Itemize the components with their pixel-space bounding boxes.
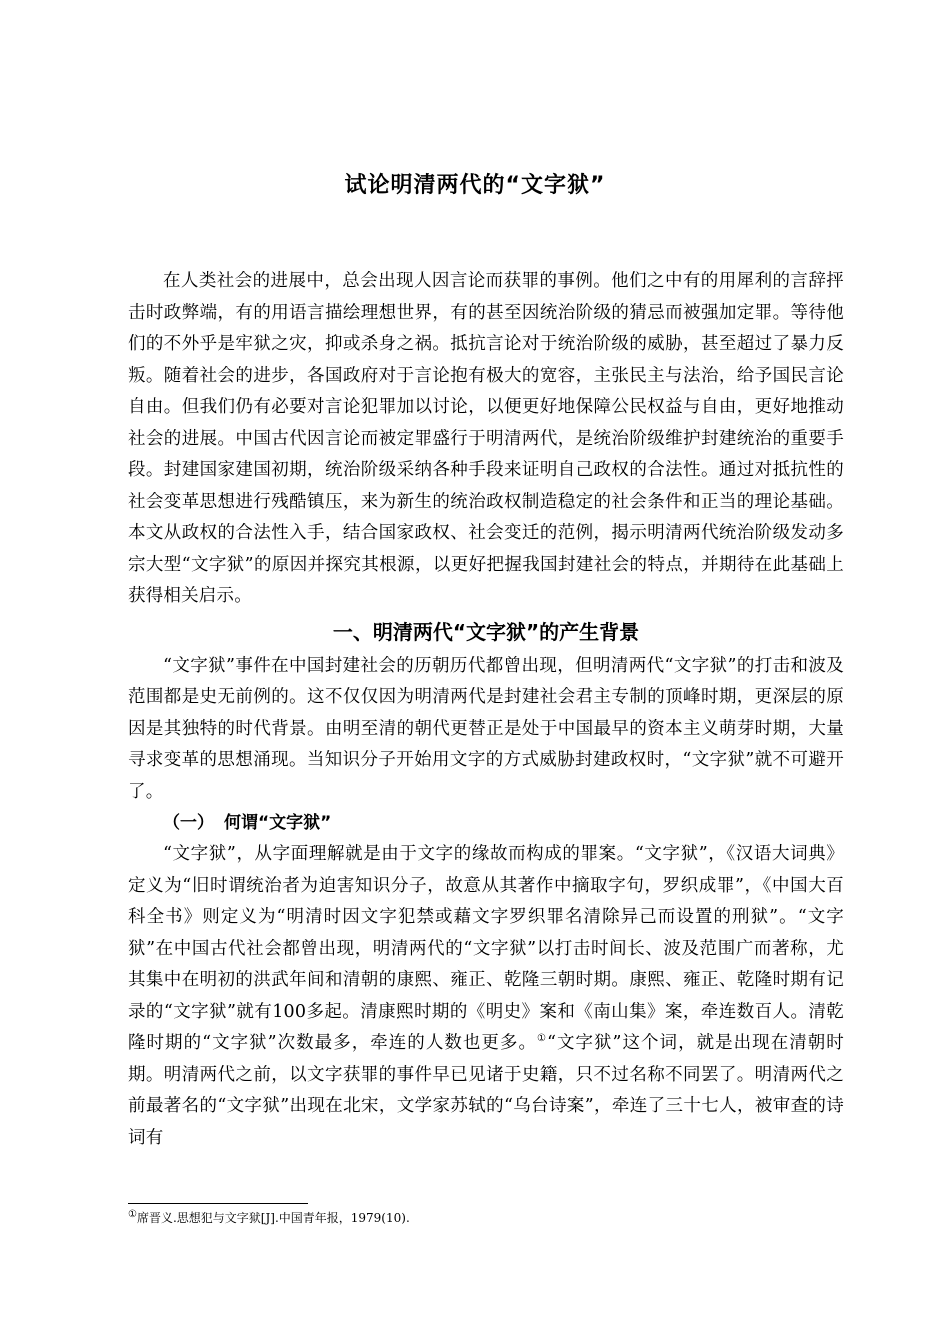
- footnote-divider: [128, 1203, 308, 1204]
- body-text: [128, 266, 844, 1154]
- section-heading: 一、明清两代“文字狱”的产生背景: [332, 619, 640, 644]
- paragraph-text-a: “文字狱”，从字面理解就是由于文字的缘故而构成的罪案。“文字狱”，《汉语大词典》定义为“旧时谓统治者为迫害知识分子，故意从其著作中摘取字句，罗织成罪”，《中国大百科全书》则定义为“明清时因文字犯禁或藉文字罗织罪名清除异己而设置的刑狱”。“文字狱”在中国古代社会都曾出现，明清两代的“文字狱”以打击时间长、波及范围广而著称，尤其集中在明初的洪武年间和清朝的康熙、雍正、乾隆三朝时期。康熙、雍正、乾隆时期有记录的“文字狱”就有100多起。清康熙时期的《明史》案和《南山集》案，牵连数百人。清乾隆时期的“文字狱”次数最多，牵连的人数也更多。: [128, 844, 844, 1053]
- footnote: [128, 1210, 410, 1226]
- section-paragraph: “文字狱”事件在中国封建社会的历朝历代都曾出现，但明清两代“文字狱”的打击和波及范围都是史无前例的。这不仅仅因为明清两代是封建社会君主专制的顶峰时期，更深层的原因是其独特的时代背景。由明至清的朝代更替正是处于中国最早的资本主义萌芽时期，大量寻求变革的思想涌现。当知识分子开始用文字的方式威胁封建政权时，“文字狱”就不可避开了。: [128, 655, 844, 802]
- paragraph-text-b: “文字狱”这个词，就是出现在清朝时期。明清两代之前，以文字获罪的事件早已见诸于史籍，只不过名称不同罢了。明清两代之前最著名的“文字狱”出现在北宋，文学家苏轼的“乌台诗案”，牵连了三十七人，被审查的诗词有: [128, 1033, 844, 1148]
- subsection-title: 何谓“文字狱”: [224, 813, 332, 833]
- paper-title: 试论明清两代的“文字狱”: [344, 173, 606, 198]
- footnote-reference[interactable]: ①: [536, 1033, 547, 1045]
- footnote-text: 席晋义.思想犯与文字狱[J].中国青年报，1979(10).: [136, 1211, 410, 1225]
- subsection-number: （一）: [163, 813, 214, 833]
- footnote-mark: ①: [128, 1209, 137, 1220]
- subsection-heading: [128, 808, 844, 839]
- intro-paragraph: 在人类社会的进展中，总会出现人因言论而获罪的事例。他们之中有的用犀利的言辞抨击时政弊端，有的用语言描绘理想世界，有的甚至因统治阶级的猜忌而被强加定罪。等待他们的不外乎是牢狱之灾，抑或杀身之祸。抵抗言论对于统治阶级的威胁，甚至超过了暴力反叛。随着社会的进步，各国政府对于言论抱有极大的宽容，主张民主与法治，给予国民言论自由。但我们仍有必要对言论犯罪加以讨论，以便更好地保障公民权益与自由，更好地推动社会的进展。中国古代因言论而被定罪盛行于明清两代，是统治阶级维护封建统治的重要手段。封建国家建国初期，统治阶级采纳各种手段来证明自己政权的合法性。通过对抵抗性的社会变革思想进行残酷镇压，来为新生的统治政权制造稳定的社会条件和正当的理论基础。本文从政权的合法性入手，结合国家政权、社会变迁的范例，揭示明清两代统治阶级发动多宗大型“文字狱”的原因并探究其根源，以更好把握我国封建社会的特点，并期待在此基础上获得相关启示。: [128, 271, 844, 606]
- subsection-paragraph: [128, 839, 844, 1154]
